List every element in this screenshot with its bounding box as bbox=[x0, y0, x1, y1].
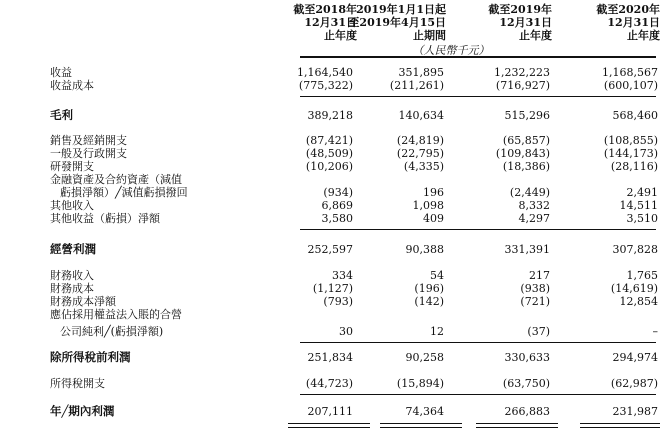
header-line: 12月31日 bbox=[499, 16, 552, 29]
value-2018: 207,111 bbox=[307, 405, 353, 418]
value-2019-period: 54 bbox=[430, 269, 444, 282]
value-2018: 3,580 bbox=[321, 212, 353, 225]
value-2018: (934) bbox=[323, 186, 353, 199]
total-double-rule bbox=[476, 423, 558, 428]
header-line: 2019年1月1日起 bbox=[356, 3, 446, 16]
value-2019: 4,297 bbox=[518, 212, 550, 225]
value-2018: (10,206) bbox=[305, 160, 353, 173]
value-2019-period: (142) bbox=[414, 295, 444, 308]
value-2019-period: 90,258 bbox=[405, 351, 444, 364]
value-2019: 330,633 bbox=[504, 351, 550, 364]
row-label: 應佔採用權益法入賬的合營 bbox=[50, 308, 182, 321]
value-2020: 3,510 bbox=[626, 212, 658, 225]
row-label: 金融資產及合約資產（減值 bbox=[50, 173, 182, 186]
value-2020: 2,491 bbox=[626, 186, 658, 199]
value-2020: 294,974 bbox=[612, 351, 658, 364]
value-2019: 266,883 bbox=[504, 405, 550, 418]
value-2020: 1,168,567 bbox=[602, 66, 658, 79]
value-2019: 331,391 bbox=[504, 243, 550, 256]
value-2019: (37) bbox=[527, 325, 550, 338]
value-2020: 568,460 bbox=[612, 109, 658, 122]
row-label: 毛利 bbox=[50, 108, 73, 122]
value-2020: (600,107) bbox=[603, 79, 658, 92]
row-label: 經營利潤 bbox=[50, 242, 96, 256]
header-line: 至2019年4月15日 bbox=[348, 16, 446, 29]
row-label: 除所得稅前利潤 bbox=[50, 350, 131, 364]
value-2020: 12,854 bbox=[619, 295, 658, 308]
row-rnd-expenses bbox=[0, 161, 671, 172]
row-impairment bbox=[0, 187, 671, 198]
value-2019: 1,232,223 bbox=[494, 66, 550, 79]
row-label: 所得稅開支 bbox=[50, 377, 105, 390]
value-2018: 30 bbox=[339, 325, 353, 338]
row-finance-income bbox=[0, 270, 671, 281]
value-2019-period: (211,261) bbox=[389, 79, 444, 92]
value-2020: (144,173) bbox=[603, 147, 658, 160]
value-2019-period: 140,634 bbox=[398, 109, 444, 122]
subtotal-rule bbox=[300, 342, 656, 343]
currency-unit-note: （人民幣千元） bbox=[412, 44, 490, 57]
value-2019: (938) bbox=[520, 282, 550, 295]
row-label: 年╱期內利潤 bbox=[50, 404, 115, 418]
value-2019-period: (22,795) bbox=[396, 147, 444, 160]
value-2018: 1,164,540 bbox=[297, 66, 353, 79]
header-line: 12月31日 bbox=[304, 16, 357, 29]
row-profit-for-year bbox=[0, 406, 671, 417]
row-admin-expenses bbox=[0, 148, 671, 159]
row-label: 收益 bbox=[50, 66, 72, 79]
column-header-2019-period bbox=[348, 3, 446, 42]
header-line: 截至2019年 bbox=[488, 3, 552, 16]
value-2019: (109,843) bbox=[495, 147, 550, 160]
value-2019-period: (4,335) bbox=[403, 160, 444, 173]
header-line: 止期間 bbox=[413, 29, 446, 42]
value-2020: 307,828 bbox=[612, 243, 658, 256]
subtotal-rule bbox=[300, 96, 656, 97]
row-cost-of-revenue bbox=[0, 80, 671, 91]
value-2018: 6,869 bbox=[321, 199, 353, 212]
row-label: 虧損淨額）╱減值虧損撥回 bbox=[60, 186, 188, 199]
total-double-rule bbox=[380, 423, 462, 428]
row-selling-expenses bbox=[0, 135, 671, 146]
row-label: 財務成本 bbox=[50, 282, 94, 295]
row-jv-share bbox=[0, 326, 671, 337]
value-2018: 389,218 bbox=[307, 109, 353, 122]
value-2019: 217 bbox=[529, 269, 550, 282]
column-header-2019 bbox=[488, 3, 552, 42]
value-2019: (721) bbox=[520, 295, 550, 308]
row-income-tax bbox=[0, 378, 671, 389]
value-2020: (28,116) bbox=[610, 160, 658, 173]
value-2019: (716,927) bbox=[495, 79, 550, 92]
total-double-rule bbox=[288, 423, 370, 428]
row-label: 一般及行政開支 bbox=[50, 147, 127, 160]
value-2019-period: 74,364 bbox=[405, 405, 444, 418]
value-2020: 14,511 bbox=[619, 199, 658, 212]
value-2018: (1,127) bbox=[312, 282, 353, 295]
value-2020: – bbox=[652, 325, 658, 338]
value-2019-period: 12 bbox=[430, 325, 444, 338]
row-net-finance-costs bbox=[0, 296, 671, 307]
value-2019-period: 351,895 bbox=[398, 66, 444, 79]
value-2018: 334 bbox=[332, 269, 353, 282]
value-2019: (63,750) bbox=[502, 377, 550, 390]
value-2019: (65,857) bbox=[502, 134, 550, 147]
value-2018: (48,509) bbox=[305, 147, 353, 160]
value-2018: 251,834 bbox=[307, 351, 353, 364]
row-label: 其他收益（虧損）淨額 bbox=[50, 212, 160, 225]
value-2019-period: 1,098 bbox=[412, 199, 444, 212]
value-2019: (2,449) bbox=[509, 186, 550, 199]
header-line: 止年度 bbox=[519, 29, 552, 42]
value-2019: (18,386) bbox=[502, 160, 550, 173]
value-2018: (87,421) bbox=[305, 134, 353, 147]
row-label: 財務收入 bbox=[50, 269, 94, 282]
value-2018: (775,322) bbox=[298, 79, 353, 92]
column-header-2020 bbox=[596, 3, 660, 42]
value-2019-period: 409 bbox=[423, 212, 444, 225]
value-2018: 252,597 bbox=[307, 243, 353, 256]
header-line: 止年度 bbox=[324, 29, 357, 42]
row-other-income bbox=[0, 200, 671, 211]
row-other-gains bbox=[0, 213, 671, 224]
row-jv-label-line1 bbox=[0, 309, 671, 320]
header-rule bbox=[300, 56, 656, 58]
value-2019-period: 196 bbox=[423, 186, 444, 199]
value-2019-period: (15,894) bbox=[396, 377, 444, 390]
header-line: 12月31日 bbox=[607, 16, 660, 29]
value-2019: 8,332 bbox=[518, 199, 550, 212]
row-revenue bbox=[0, 67, 671, 78]
value-2019-period: 90,388 bbox=[405, 243, 444, 256]
row-label: 收益成本 bbox=[50, 79, 94, 92]
header-line: 截至2018年 bbox=[293, 3, 357, 16]
value-2020: (62,987) bbox=[610, 377, 658, 390]
row-gross-profit bbox=[0, 110, 671, 121]
header-line: 截至2020年 bbox=[596, 3, 660, 16]
total-double-rule bbox=[580, 423, 660, 428]
row-impairment-label-line1 bbox=[0, 174, 671, 185]
value-2018: (44,723) bbox=[305, 377, 353, 390]
row-profit-before-tax bbox=[0, 352, 671, 363]
row-label: 公司純利╱(虧損淨額) bbox=[60, 325, 164, 338]
value-2020: (14,619) bbox=[610, 282, 658, 295]
value-2020: 231,987 bbox=[612, 405, 658, 418]
subtotal-rule bbox=[300, 394, 656, 395]
value-2018: (793) bbox=[323, 295, 353, 308]
subtotal-rule bbox=[300, 229, 656, 230]
row-label: 財務成本淨額 bbox=[50, 295, 116, 308]
row-label: 研發開支 bbox=[50, 160, 94, 173]
row-operating-profit bbox=[0, 244, 671, 255]
row-finance-costs bbox=[0, 283, 671, 294]
row-label: 其他收入 bbox=[50, 199, 94, 212]
value-2019: 515,296 bbox=[504, 109, 550, 122]
header-line: 止年度 bbox=[627, 29, 660, 42]
value-2020: (108,855) bbox=[603, 134, 658, 147]
value-2019-period: (24,819) bbox=[396, 134, 444, 147]
value-2020: 1,765 bbox=[626, 269, 658, 282]
row-label: 銷售及經銷開支 bbox=[50, 134, 127, 147]
value-2019-period: (196) bbox=[414, 282, 444, 295]
